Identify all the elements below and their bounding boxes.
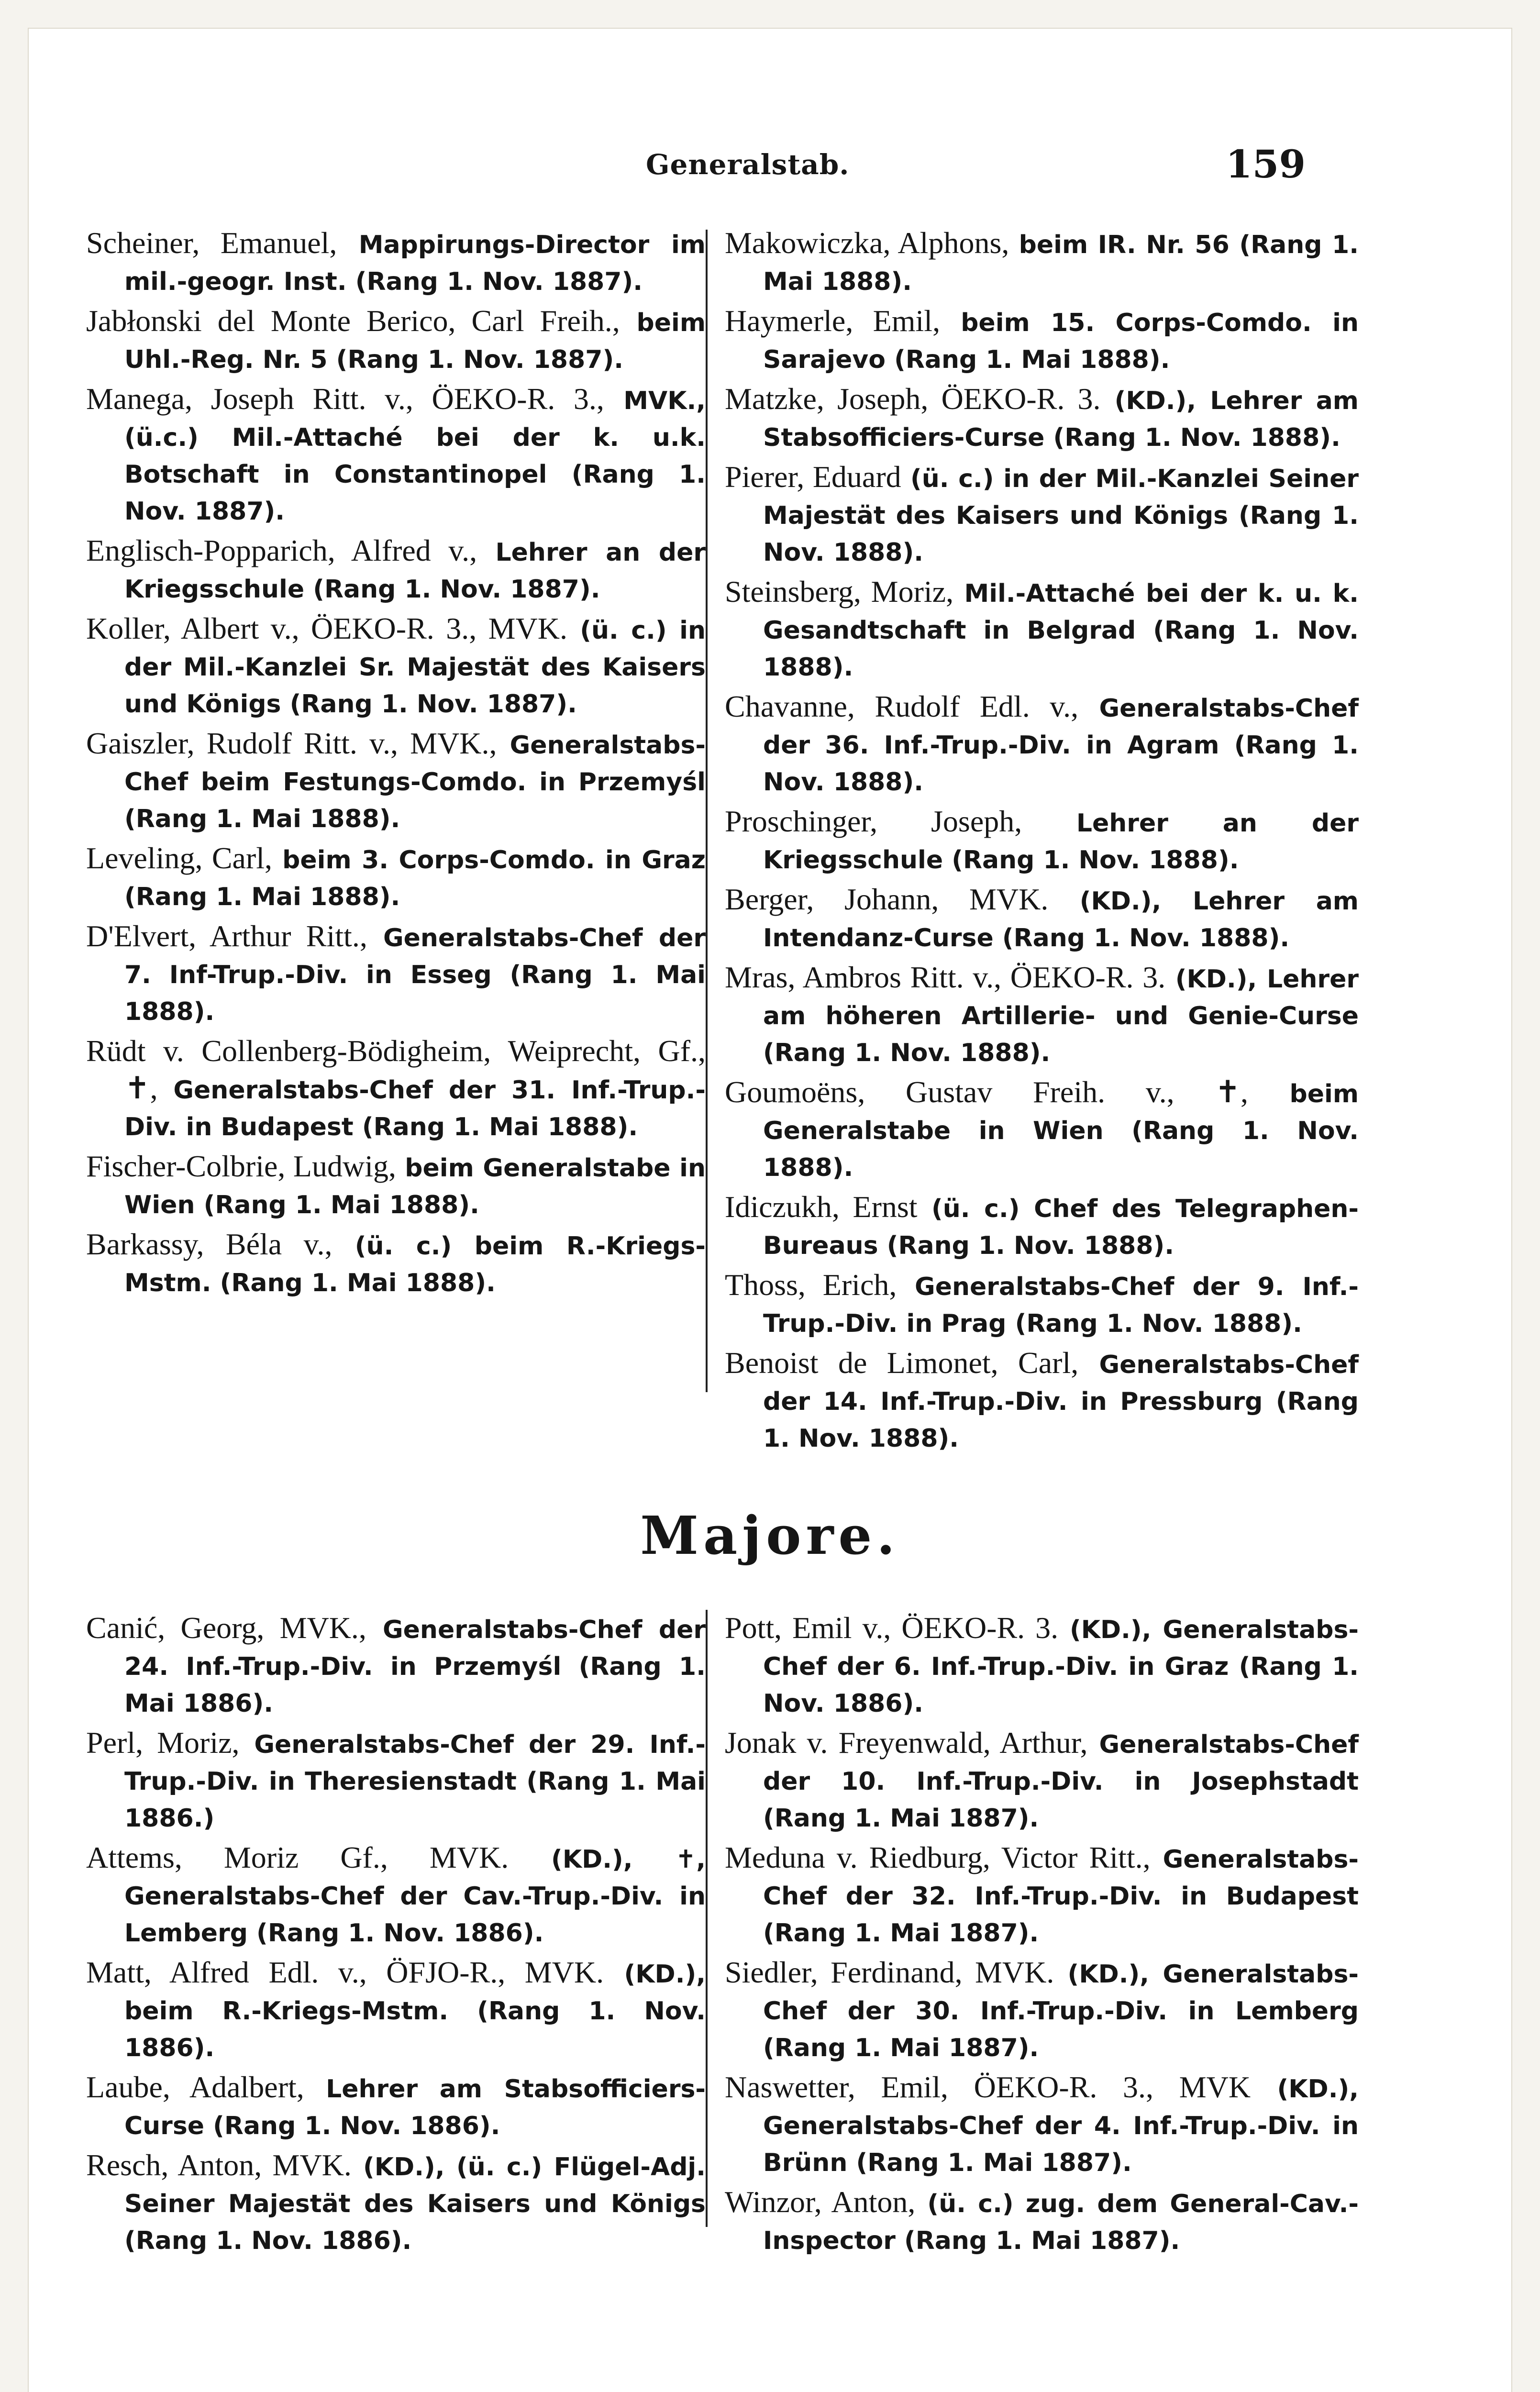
roster-entry bbox=[725, 803, 1359, 878]
officer-detail: Generalstabs-Chef der 10. Inf.-Trup.-Div. in Josephstadt (Rang 1. Mai 1887). bbox=[763, 1730, 1359, 1833]
officer-name: Scheiner, Emanuel, bbox=[86, 226, 337, 260]
officer-detail: beim Generalstabe in Wien (Rang 1. Mai 1888). bbox=[124, 1154, 706, 1219]
roster-entry bbox=[725, 574, 1359, 686]
roster-entry bbox=[86, 1725, 706, 1837]
officer-detail: beim 15. Corps-Comdo. in Sarajevo (Rang 1. Mai 1888). bbox=[763, 309, 1359, 374]
roster-entry bbox=[725, 1954, 1359, 2066]
officer-name: Jonak v. Freyenwald, Arthur, bbox=[725, 1726, 1088, 1760]
roster-entry bbox=[725, 1610, 1359, 1722]
officer-detail: Generalstabs-Chef der 36. Inf.-Trup.-Div. in Agram (Rang 1. Nov. 1888). bbox=[763, 694, 1359, 797]
officer-detail: Generalstabs-Chef der 14. Inf.-Trup.-Div. in Pressburg (Rang 1. Nov. 1888). bbox=[763, 1351, 1359, 1453]
officer-name: Perl, Moriz, bbox=[86, 1726, 240, 1760]
officer-detail: Generalstabs-Chef der 32. Inf.-Trup.-Div. in Budapest (Rang 1. Mai 1887). bbox=[763, 1845, 1359, 1948]
roster-entry bbox=[86, 1610, 706, 1722]
officer-name: Winzor, Anton, bbox=[725, 2185, 916, 2219]
officer-detail: Generalstabs-Chef der 7. Inf-Trup.-Div. in Esseg (Rang 1. Mai 1888). bbox=[124, 924, 706, 1026]
roster-entry bbox=[86, 1954, 706, 2066]
roster-entry bbox=[725, 225, 1359, 300]
officer-name: Pierer, Eduard bbox=[725, 460, 901, 494]
officer-name: Gaiszler, Rudolf Ritt. v., MVK., bbox=[86, 726, 497, 760]
officer-detail: (KD.), (ü. c.) Flügel-Adj. Seiner Majestät des Kaisers und Königs (Rang 1. Nov. 1886). bbox=[124, 2153, 706, 2255]
officer-detail: (ü. c.) in der Mil.-Kanzlei Sr. Majestät des Kaisers und Königs (Rang 1. Nov. 1887). bbox=[124, 616, 706, 719]
officer-detail: Generalstabs-Chef der 24. Inf.-Trup.-Div. in Przemyśl (Rang 1. Mai 1886). bbox=[124, 1616, 706, 1718]
officer-detail: (KD.), Generalstabs-Chef der 30. Inf.-Trup.-Div. in Lemberg (Rang 1. Mai 1887). bbox=[763, 1960, 1359, 2062]
officer-detail: (KD.), Lehrer am Stabsofficiers-Curse (Rang 1. Nov. 1888). bbox=[763, 387, 1359, 452]
page-number: 159 bbox=[1226, 142, 1306, 187]
officer-name: Benoist de Limonet, Carl, bbox=[725, 1346, 1079, 1380]
officer-name: Fischer-Colbrie, Ludwig, bbox=[86, 1149, 396, 1183]
officer-detail: (ü. c.) Chef des Telegraphen-Bureaus (Rang 1. Nov. 1888). bbox=[763, 1195, 1359, 1260]
roster-entry bbox=[86, 610, 706, 722]
roster-entry bbox=[725, 2069, 1359, 2181]
officer-detail: Lehrer am Stabsofficiers-Curse (Rang 1. Nov. 1886). bbox=[124, 2075, 706, 2140]
officer-detail: Generalstabs-Chef der 29. Inf.-Trup.-Div. in Theresienstadt (Rang 1. Mai 1886.) bbox=[124, 1730, 706, 1833]
column-divider bbox=[706, 230, 708, 1392]
officer-detail: MVK., (ü.c.) Mil.-Attaché bei der k. u.k. Botschaft in Constantinopel (Rang 1. Nov. 1887). bbox=[124, 387, 706, 526]
officer-detail: Lehrer an der Kriegsschule (Rang 1. Nov. 1888). bbox=[763, 809, 1359, 875]
officer-detail: (KD.), beim R.-Kriegs-Mstm. (Rang 1. Nov. 1886). bbox=[124, 1960, 706, 2062]
officer-name: Siedler, Ferdinand, MVK. bbox=[725, 1955, 1054, 1989]
roster-entry bbox=[86, 225, 706, 300]
roster-entry bbox=[725, 1725, 1359, 1837]
officer-detail: (ü. c.) in der Mil.-Kanzlei Seiner Majestät des Kaisers und Königs (Rang 1. Nov. 1888). bbox=[763, 465, 1359, 567]
running-head: Generalstab. bbox=[646, 148, 850, 181]
officer-name: Jabłonski del Monte Berico, Carl Freih., bbox=[86, 304, 620, 338]
officer-name: Barkassy, Béla v., bbox=[86, 1227, 332, 1261]
officer-name: Resch, Anton, MVK. bbox=[86, 2148, 352, 2182]
roster-entry bbox=[725, 1189, 1359, 1264]
officer-name: Proschinger, Joseph, bbox=[725, 804, 1022, 838]
officer-name: Mras, Ambros Ritt. v., ÖEKO-R. 3. bbox=[725, 960, 1166, 994]
roster-entry bbox=[86, 1226, 706, 1301]
section-heading-majore: Majore. bbox=[640, 1505, 900, 1566]
officer-name: Koller, Albert v., ÖEKO-R. 3., MVK. bbox=[86, 611, 567, 645]
roster-entry bbox=[86, 725, 706, 837]
officer-name: Pott, Emil v., ÖEKO-R. 3. bbox=[725, 1611, 1059, 1645]
document-page bbox=[29, 29, 1511, 2392]
officer-detail: beim IR. Nr. 56 (Rang 1. Mai 1888). bbox=[763, 231, 1359, 296]
roster-entry bbox=[86, 381, 706, 530]
officer-name: Canić, Georg, MVK., bbox=[86, 1611, 366, 1645]
officer-detail: (KD.), Generalstabs-Chef der 4. Inf.-Trup.-Div. in Brünn (Rang 1. Mai 1887). bbox=[763, 2075, 1359, 2177]
roster-entry bbox=[725, 1267, 1359, 1342]
officer-detail: Lehrer an der Kriegsschule (Rang 1. Nov. 1887). bbox=[124, 538, 706, 604]
roster-entry bbox=[86, 840, 706, 915]
officer-detail: Generalstabs-Chef der 9. Inf.-Trup.-Div. in Prag (Rang 1. Nov. 1888). bbox=[763, 1273, 1359, 1338]
roster-entry bbox=[86, 303, 706, 378]
officer-detail: (KD.), ✝, Generalstabs-Chef der Cav.-Trup.-Div. in Lemberg (Rang 1. Nov. 1886). bbox=[124, 1845, 706, 1948]
officer-detail: Generalstabs-Chef der 31. Inf.-Trup.-Div. in Budapest (Rang 1. Mai 1888). bbox=[124, 1076, 706, 1141]
roster-entry bbox=[725, 959, 1359, 1071]
officer-name: Chavanne, Rudolf Edl. v., bbox=[725, 689, 1079, 723]
roster-entry bbox=[725, 459, 1359, 571]
roster-entry bbox=[725, 2184, 1359, 2259]
officer-name: Englisch-Popparich, Alfred v., bbox=[86, 533, 477, 567]
officer-name: Steinsberg, Moriz, bbox=[725, 575, 954, 609]
officer-detail: (KD.), Lehrer am Intendanz-Curse (Rang 1. Nov. 1888). bbox=[763, 887, 1359, 952]
roster-entry bbox=[86, 1148, 706, 1223]
roster-entry bbox=[725, 1345, 1359, 1457]
officer-detail: (ü. c.) beim R.-Kriegs-Mstm. (Rang 1. Mai 1888). bbox=[124, 1232, 706, 1297]
officer-name: D'Elvert, Arthur Ritt., bbox=[86, 919, 367, 953]
officer-name: Thoss, Erich, bbox=[725, 1268, 897, 1302]
roster-entry bbox=[86, 532, 706, 608]
officer-detail: Mil.-Attaché bei der k. u. k. Gesandtschaft in Belgrad (Rang 1. Nov. 1888). bbox=[763, 579, 1359, 682]
officer-name: Idiczukh, Ernst bbox=[725, 1190, 918, 1224]
officer-detail: Mappirungs-Director im mil.-geogr. Inst. (Rang 1. Nov. 1887). bbox=[124, 231, 706, 296]
roster-entry bbox=[86, 1033, 706, 1145]
officer-detail: (ü. c.) zug. dem General-Cav.-Inspector (Rang 1. Mai 1887). bbox=[763, 2190, 1359, 2255]
officer-name: Makowiczka, Alphons, bbox=[725, 226, 1009, 260]
roster-entry bbox=[86, 1839, 706, 1951]
roster-entry bbox=[86, 918, 706, 1030]
roster-entry bbox=[725, 881, 1359, 956]
officer-name: Rüdt v. Collenberg-Bödigheim, Weiprecht, Gf., ✝, bbox=[86, 1034, 706, 1105]
roster-entry bbox=[86, 2069, 706, 2144]
officer-name: Manega, Joseph Ritt. v., ÖEKO-R. 3., bbox=[86, 382, 604, 416]
officer-detail: (KD.), Lehrer am höheren Artillerie- und Genie-Curse (Rang 1. Nov. 1888). bbox=[763, 965, 1359, 1067]
roster-entry bbox=[725, 381, 1359, 456]
officer-detail: beim 3. Corps-Comdo. in Graz (Rang 1. Mai 1888). bbox=[124, 846, 706, 911]
officer-name: Leveling, Carl, bbox=[86, 841, 273, 875]
officer-name: Berger, Johann, MVK. bbox=[725, 882, 1049, 916]
roster-entry bbox=[725, 1839, 1359, 1951]
officer-detail: beim Generalstabe in Wien (Rang 1. Nov. 1888). bbox=[763, 1080, 1359, 1182]
column-right-bottom bbox=[725, 1610, 1359, 2262]
roster-entry bbox=[725, 303, 1359, 378]
officer-name: Attems, Moriz Gf., MVK. bbox=[86, 1840, 509, 1874]
officer-name: Naswetter, Emil, ÖEKO-R. 3., MVK bbox=[725, 2070, 1251, 2104]
column-left-bottom bbox=[86, 1610, 706, 2262]
roster-entry bbox=[86, 2147, 706, 2259]
officer-name: Matt, Alfred Edl. v., ÖFJO-R., MVK. bbox=[86, 1955, 604, 1989]
column-left-top bbox=[86, 225, 706, 1304]
officer-name: Laube, Adalbert, bbox=[86, 2070, 304, 2104]
officer-detail: Generalstabs-Chef beim Festungs-Comdo. in Przemyśl (Rang 1. Mai 1888). bbox=[124, 731, 706, 833]
officer-detail: (KD.), Generalstabs-Chef der 6. Inf.-Trup.-Div. in Graz (Rang 1. Nov. 1886). bbox=[763, 1616, 1359, 1718]
column-divider bbox=[706, 1610, 708, 2227]
officer-name: Matzke, Joseph, ÖEKO-R. 3. bbox=[725, 382, 1101, 416]
roster-entry bbox=[725, 688, 1359, 800]
column-right-top bbox=[725, 225, 1359, 1460]
roster-entry bbox=[725, 1074, 1359, 1186]
officer-name: Goumoëns, Gustav Freih. v., ✝, bbox=[725, 1075, 1248, 1109]
officer-detail: beim Uhl.-Reg. Nr. 5 (Rang 1. Nov. 1887). bbox=[124, 309, 706, 374]
officer-name: Meduna v. Riedburg, Victor Ritt., bbox=[725, 1840, 1151, 1874]
officer-name: Haymerle, Emil, bbox=[725, 304, 941, 338]
